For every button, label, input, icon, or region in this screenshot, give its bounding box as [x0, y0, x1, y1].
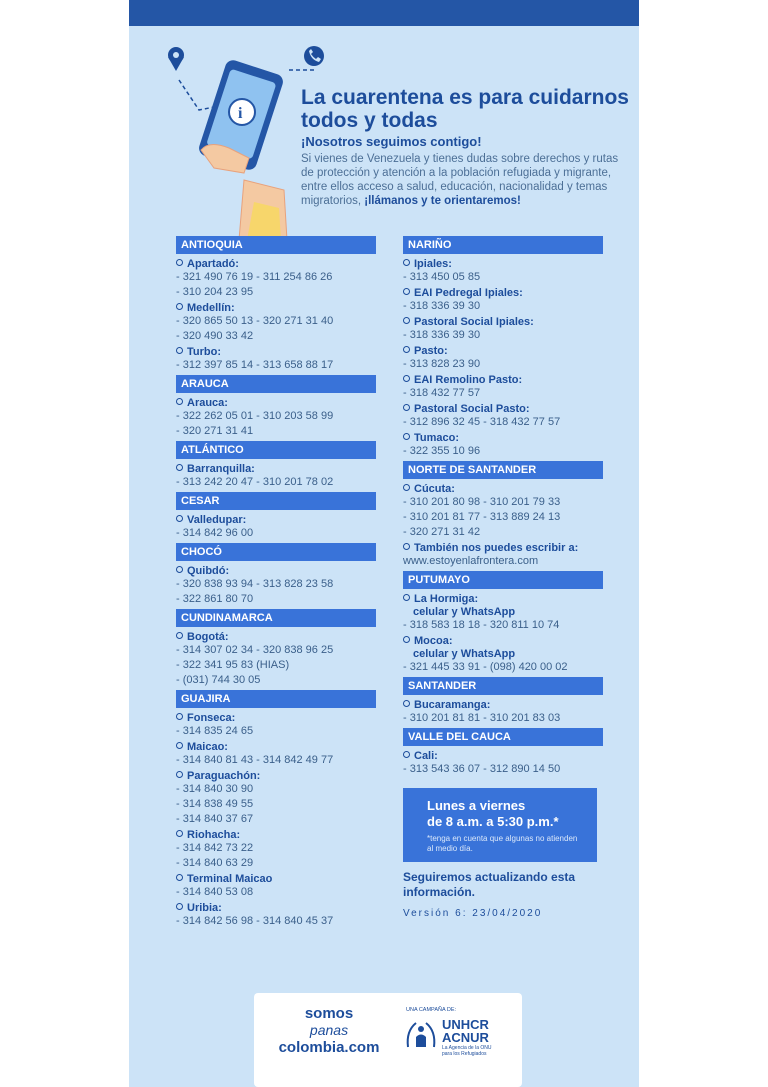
city-name: Turbo: — [187, 346, 222, 358]
city-label — [176, 873, 376, 886]
contact-entry — [176, 770, 376, 826]
bullet-icon — [176, 713, 183, 720]
city-label — [403, 483, 603, 496]
city-label — [176, 631, 376, 644]
phone-number: - 322 341 95 83 (HIAS) — [176, 659, 290, 671]
intro-cta: ¡llámanos y te orientaremos! — [364, 195, 521, 207]
city-name: Ipiales: — [414, 258, 452, 270]
bullet-icon — [176, 830, 183, 837]
city-name: Maicao: — [187, 741, 228, 753]
contact-channel: celular y WhatsApp — [413, 648, 516, 660]
city-name: Quibdó: — [187, 565, 230, 577]
bullet-icon — [403, 700, 410, 707]
city-name: Bogotá: — [187, 631, 229, 643]
phone-icon — [304, 46, 324, 66]
phone-number: - 313 543 36 07 - 312 890 14 50 — [403, 763, 561, 775]
contact-entry — [403, 345, 603, 371]
phone-number: - 320 838 93 94 - 313 828 23 58 — [176, 578, 334, 590]
phone-number: - 314 840 81 43 - 314 842 49 77 — [176, 754, 334, 766]
city-label — [176, 346, 376, 359]
city-label — [176, 463, 376, 476]
bullet-icon — [403, 636, 410, 643]
city-label — [176, 258, 376, 271]
hours-time: de 8 a.m. a 5:30 p.m.* — [427, 814, 559, 829]
unhcr-line2: ACNUR — [442, 1030, 489, 1045]
phone-number: - 310 201 81 77 - 313 889 24 13 — [403, 511, 561, 523]
phone-number: - 320 490 33 42 — [176, 330, 254, 342]
city-name: Barranquilla: — [187, 463, 255, 475]
phone-number: - 312 397 85 14 - 313 658 88 17 — [176, 359, 334, 371]
contact-entry — [403, 374, 603, 400]
unhcr-line1: UNHCR — [442, 1017, 489, 1032]
city-name: Cúcuta: — [414, 483, 455, 495]
brand-line1: somos — [304, 1005, 354, 1022]
region-header: ANTIOQUIA — [176, 236, 376, 254]
bullet-icon — [176, 632, 183, 639]
city-name: También nos puedes escribir a: — [414, 542, 579, 554]
somos-panas-logo — [274, 1005, 384, 1056]
city-label — [403, 345, 603, 358]
phone-number: - 322 262 05 01 - 310 203 58 99 — [176, 410, 334, 422]
flyer — [129, 0, 639, 1087]
bullet-icon — [176, 464, 183, 471]
city-name: Apartadó: — [187, 258, 239, 270]
contact-entry — [403, 593, 603, 632]
version-label: Versión 6: 23/04/2020 — [403, 908, 543, 919]
city-name: Terminal Maicao — [187, 873, 273, 885]
phone-number: - 310 201 81 81 - 310 201 83 03 — [403, 712, 561, 724]
bullet-icon — [403, 259, 410, 266]
city-name: Cali: — [414, 750, 438, 762]
bullet-icon — [403, 433, 410, 440]
city-label — [403, 432, 603, 445]
city-label — [403, 403, 603, 416]
region-header: PUTUMAYO — [403, 571, 603, 589]
city-label — [403, 258, 603, 271]
bullet-icon — [403, 484, 410, 491]
phone-number: - 318 583 18 18 - 320 811 10 74 — [403, 619, 560, 631]
contact-entry — [176, 565, 376, 606]
phone-number: - 313 242 20 47 - 310 201 78 02 — [176, 476, 334, 488]
bullet-icon — [176, 347, 183, 354]
bullet-icon — [403, 543, 410, 550]
bullet-icon — [176, 742, 183, 749]
contact-channel: celular y WhatsApp — [413, 606, 516, 618]
city-label — [176, 565, 376, 578]
city-label — [176, 397, 376, 410]
city-name: Tumaco: — [414, 432, 460, 444]
contact-entry — [403, 258, 603, 284]
unhcr-tagline: La Agencia de la ONU para los Refugiados — [442, 1045, 492, 1057]
city-name: Paraguachón: — [187, 770, 261, 782]
region-header: NORTE DE SANTANDER — [403, 461, 603, 479]
bullet-icon — [403, 346, 410, 353]
city-label — [403, 542, 603, 555]
bullet-icon — [403, 594, 410, 601]
city-name: Arauca: — [187, 397, 228, 409]
city-label — [403, 699, 603, 712]
contact-entry — [176, 258, 376, 299]
city-label — [403, 750, 603, 763]
right-column — [403, 234, 603, 919]
phone-number: - 313 450 05 85 — [403, 271, 481, 283]
city-label — [176, 770, 376, 783]
phone-number: - (031) 744 30 05 — [176, 674, 261, 686]
city-label — [176, 829, 376, 842]
left-column — [176, 234, 376, 931]
city-name: EAI Pedregal Ipiales: — [414, 287, 523, 299]
phone-number: - 314 838 49 55 — [176, 798, 254, 810]
region-header: GUAJIRA — [176, 690, 376, 708]
region-header: CESAR — [176, 492, 376, 510]
contact-entry — [176, 902, 376, 928]
city-name: Fonseca: — [187, 712, 236, 724]
city-label — [176, 902, 376, 915]
phone-number: - 314 842 96 00 — [176, 527, 254, 539]
bullet-icon — [403, 288, 410, 295]
bullet-icon — [176, 303, 183, 310]
city-name: Bucaramanga: — [414, 699, 491, 711]
contact-entry — [403, 699, 603, 725]
phone-number: - 318 336 39 30 — [403, 300, 481, 312]
phone-number: - 310 201 80 98 - 310 201 79 33 — [403, 496, 561, 508]
footer-card — [254, 993, 522, 1087]
region-header: CUNDINAMARCA — [176, 609, 376, 627]
phone-number: - 320 271 31 42 — [403, 526, 481, 538]
contact-entry — [403, 635, 603, 674]
phone-number: - 314 842 73 22 — [176, 842, 254, 854]
bullet-icon — [403, 375, 410, 382]
hero-illustration — [129, 40, 329, 240]
phone-number: - 310 204 23 95 — [176, 286, 254, 298]
bullet-icon — [176, 566, 183, 573]
phone-number: - 314 307 02 34 - 320 838 96 25 — [176, 644, 334, 656]
bullet-icon — [403, 404, 410, 411]
contact-entry — [176, 873, 376, 899]
city-name: Riohacha: — [187, 829, 241, 841]
location-pin-icon — [168, 47, 184, 71]
city-name: Medellín: — [187, 302, 235, 314]
unhcr-logo-icon — [404, 1017, 438, 1051]
contact-entry — [403, 542, 603, 568]
contact-entry — [176, 712, 376, 738]
phone-number: www.estoyenlafrontera.com — [403, 555, 539, 567]
phone-number: - 314 840 53 08 — [176, 886, 254, 898]
top-band — [129, 0, 639, 26]
city-label — [403, 635, 603, 648]
contact-entry — [176, 302, 376, 343]
unhcr-wordmark — [442, 1018, 489, 1044]
phone-number: - 314 842 56 98 - 314 840 45 37 — [176, 915, 334, 927]
svg-text:i: i — [238, 105, 243, 122]
phone-number: - 314 835 24 65 — [176, 725, 254, 737]
city-label — [403, 593, 603, 606]
contact-entry — [176, 346, 376, 372]
hours-days: Lunes a viernes — [427, 798, 526, 813]
city-name: Pastoral Social Pasto: — [414, 403, 530, 415]
phone-number: - 318 432 77 57 — [403, 387, 481, 399]
contact-entry — [176, 514, 376, 540]
contact-entry — [403, 287, 603, 313]
contact-entry — [176, 397, 376, 438]
contact-entry — [403, 316, 603, 342]
hours-box — [403, 788, 597, 862]
info-icon — [229, 99, 255, 125]
bullet-icon — [176, 398, 183, 405]
contact-entry — [176, 631, 376, 687]
contact-entry — [176, 463, 376, 489]
city-name: Uribia: — [187, 902, 222, 914]
city-label — [176, 302, 376, 315]
bullet-icon — [176, 515, 183, 522]
city-name: EAI Remolino Pasto: — [414, 374, 523, 386]
bullet-icon — [403, 751, 410, 758]
region-header: NARIÑO — [403, 236, 603, 254]
phone-number: - 318 336 39 30 — [403, 329, 481, 341]
update-note: Seguiremos actualizando esta información. — [403, 870, 576, 899]
city-label — [403, 287, 603, 300]
contact-entry — [403, 432, 603, 458]
phone-number: - 314 840 37 67 — [176, 813, 254, 825]
bullet-icon — [176, 903, 183, 910]
city-name: Valledupar: — [187, 514, 247, 526]
city-name: Pastoral Social Ipiales: — [414, 316, 534, 328]
region-header: SANTANDER — [403, 677, 603, 695]
phone-number: - 312 896 32 45 - 318 432 77 57 — [403, 416, 561, 428]
city-label — [176, 514, 376, 527]
hours-note: *tenga en cuenta que algunas no atienden al medio día. — [427, 834, 578, 853]
city-label — [176, 741, 376, 754]
contact-entry — [403, 750, 603, 776]
phone-number: - 314 840 30 90 — [176, 783, 254, 795]
bullet-icon — [403, 317, 410, 324]
region-header: VALLE DEL CAUCA — [403, 728, 603, 746]
phone-number: - 322 355 10 96 — [403, 445, 481, 457]
phone-number: - 321 490 76 19 - 311 254 86 26 — [176, 271, 333, 283]
city-name: Pasto: — [414, 345, 448, 357]
contact-entry — [176, 741, 376, 767]
intro-text — [301, 152, 631, 208]
region-header: ATLÁNTICO — [176, 441, 376, 459]
subhead: ¡Nosotros seguimos contigo! — [301, 134, 482, 149]
intro-body: Si vienes de Venezuela y tienes dudas sobre derechos y rutas de protección y atención a la población refugiada y migrante, entre ellos acceso a salud, educación, nacionalidad y temas migratorios, — [301, 153, 619, 207]
phone-number: - 321 445 33 91 - (098) 420 00 02 — [403, 661, 568, 673]
region-header: ARAUCA — [176, 375, 376, 393]
city-label — [403, 374, 603, 387]
brand-line3: colombia.com — [278, 1039, 380, 1056]
bullet-icon — [176, 259, 183, 266]
bullet-icon — [176, 874, 183, 881]
phone-number: - 320 271 31 41 — [176, 425, 254, 437]
contact-entry — [176, 829, 376, 870]
city-name: Mocoa: — [414, 635, 453, 647]
phone-number: - 320 865 50 13 - 320 271 31 40 — [176, 315, 334, 327]
city-name: La Hormiga: — [414, 593, 479, 605]
city-label — [176, 712, 376, 725]
contact-entry — [403, 403, 603, 429]
phone-number: - 313 828 23 90 — [403, 358, 481, 370]
city-label — [403, 316, 603, 329]
phone-number: - 314 840 63 29 — [176, 857, 254, 869]
brand-line2: panas — [309, 1022, 349, 1038]
campaign-label: UNA CAMPAÑA DE: — [406, 1007, 457, 1013]
headline: La cuarentena es para cuidarnos todos y todas — [301, 86, 629, 132]
region-header: CHOCÓ — [176, 543, 376, 561]
bullet-icon — [176, 771, 183, 778]
contact-entry — [403, 483, 603, 539]
phone-number: - 322 861 80 70 — [176, 593, 254, 605]
